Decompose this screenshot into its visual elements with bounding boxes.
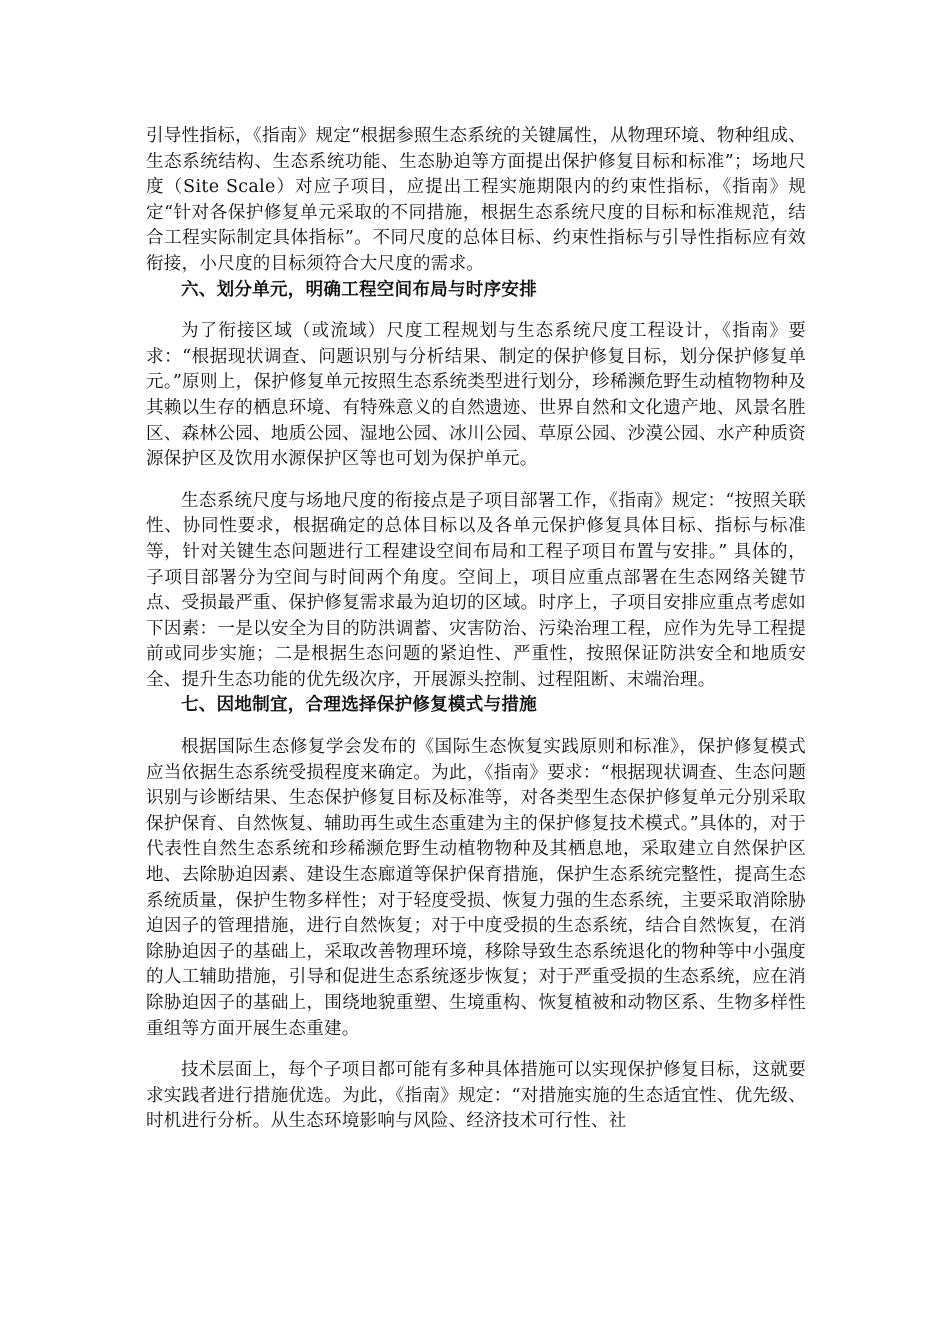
section-heading-7: 七、因地制宜，合理选择保护修复模式与措施 — [181, 695, 537, 716]
paragraph-division-units: 为了衔接区域（或流域）尺度工程规划与生态系统尺度工程设计，《指南》要求：“根据现状调查、问题识别与分析结果、制定的保护修复目标，划分保护修复单元。”原则上，保护修复单元按照生态系统类型进行划分，珍稀濒危野生动植物物种及其赖以生存的栖息环境、有特殊意义的自然遗迹、世界自然和文化遗产地、风景名胜区、森林公园、地质公园、湿地公园、冰川公园、草原公园、沙漠公园、水产种质资源保护区及饮用水源保护区等也可划为保护单元。 — [146, 321, 806, 470]
paragraph-technical-measures: 技术层面上，每个子项目都可能有多种具体措施可以实现保护修复目标，这就要求实践者进行措施优选。为此，《指南》规定：“对措施实施的生态适宜性、优先级、时机进行分析。从生态环境影响与风险、经济技术可行性、社 — [146, 1060, 806, 1132]
document-page — [146, 124, 806, 1135]
paragraph-restoration-modes: 根据国际生态修复学会发布的《国际生态恢复实践原则和标准》，保护修复模式应当依据生态系统受损程度来确定。为此，《指南》要求：“根据现状调查、生态问题识别与诊断结果、生态保护修复目标及标准等，对各类型生态保护修复单元分别采取保护保育、自然恢复、辅助再生或生态重建为主的保护修复技术模式。”具体的，对于代表性自然生态系统和珍稀濒危野生动植物物种及其栖息地，采取建立自然保护区地、去除胁迫因素、建设生态廊道等保护保育措施，保护生态系统完整性，提高生态系统质量，保护生物多样性；对于轻度受损、恢复力强的生态系统，主要采取消除胁迫因子的管理措施，进行自然恢复；对于中度受损的生态系统，结合自然恢复，在消除胁迫因子的基础上，采取改善物理环境，移除导致生态系统退化的物种等中小强度的人工辅助措施，引导和促进生态系统逐步恢复；对于严重受损的生态系统，应在消除胁迫因子的基础上，围绕地貌重塑、生境重构、恢复植被和动物区系、生物多样性重组等方面开展生态重建。 — [146, 737, 806, 1039]
paragraph-continued: 引导性指标，《指南》规定“根据参照生态系统的关键属性，从物理环境、物种组成、生态系统结构、生态系统功能、生态胁迫等方面提出保护修复目标和标准”；场地尺度（Site Scale）对应子项目，应提出工程实施期限内的约束性指标，《指南》规定“针对各保护修复单元采取的不同措施，根据生态系统尺度的目标和标准规范，结合工程实际制定具体指标”。不同尺度的总体目标、约束性指标与引导性指标应有效衔接，小尺度的目标须符合大尺度的需求。 — [146, 126, 806, 274]
section-heading-6: 六、划分单元，明确工程空间布局与时序安排 — [181, 279, 537, 300]
paragraph-subproject-deployment: 生态系统尺度与场地尺度的衔接点是子项目部署工作，《指南》规定：“按照关联性、协同性要求，根据确定的总体目标以及各单元保护修复具体目标、指标与标准等，针对关键生态问题进行工程建设空间布局和工程子项目布置与安排。” 具体的，子项目部署分为空间与时间两个角度。空间上，项目应重点部署在生态网络关键节点、受损最严重、保护修复需求最为迫切的区域。时序上，子项目安排应重点考虑如下因素：一是以安全为目的防洪调蓄、灾害防治、污染治理工程，应作为先导工程提前或同步实施；二是根据生态问题的紧迫性、严重性，按照保证防洪安全和地质安全、提升生态功能的优先级次序，开展源头控制、过程阻断、末端治理。 — [146, 490, 806, 690]
